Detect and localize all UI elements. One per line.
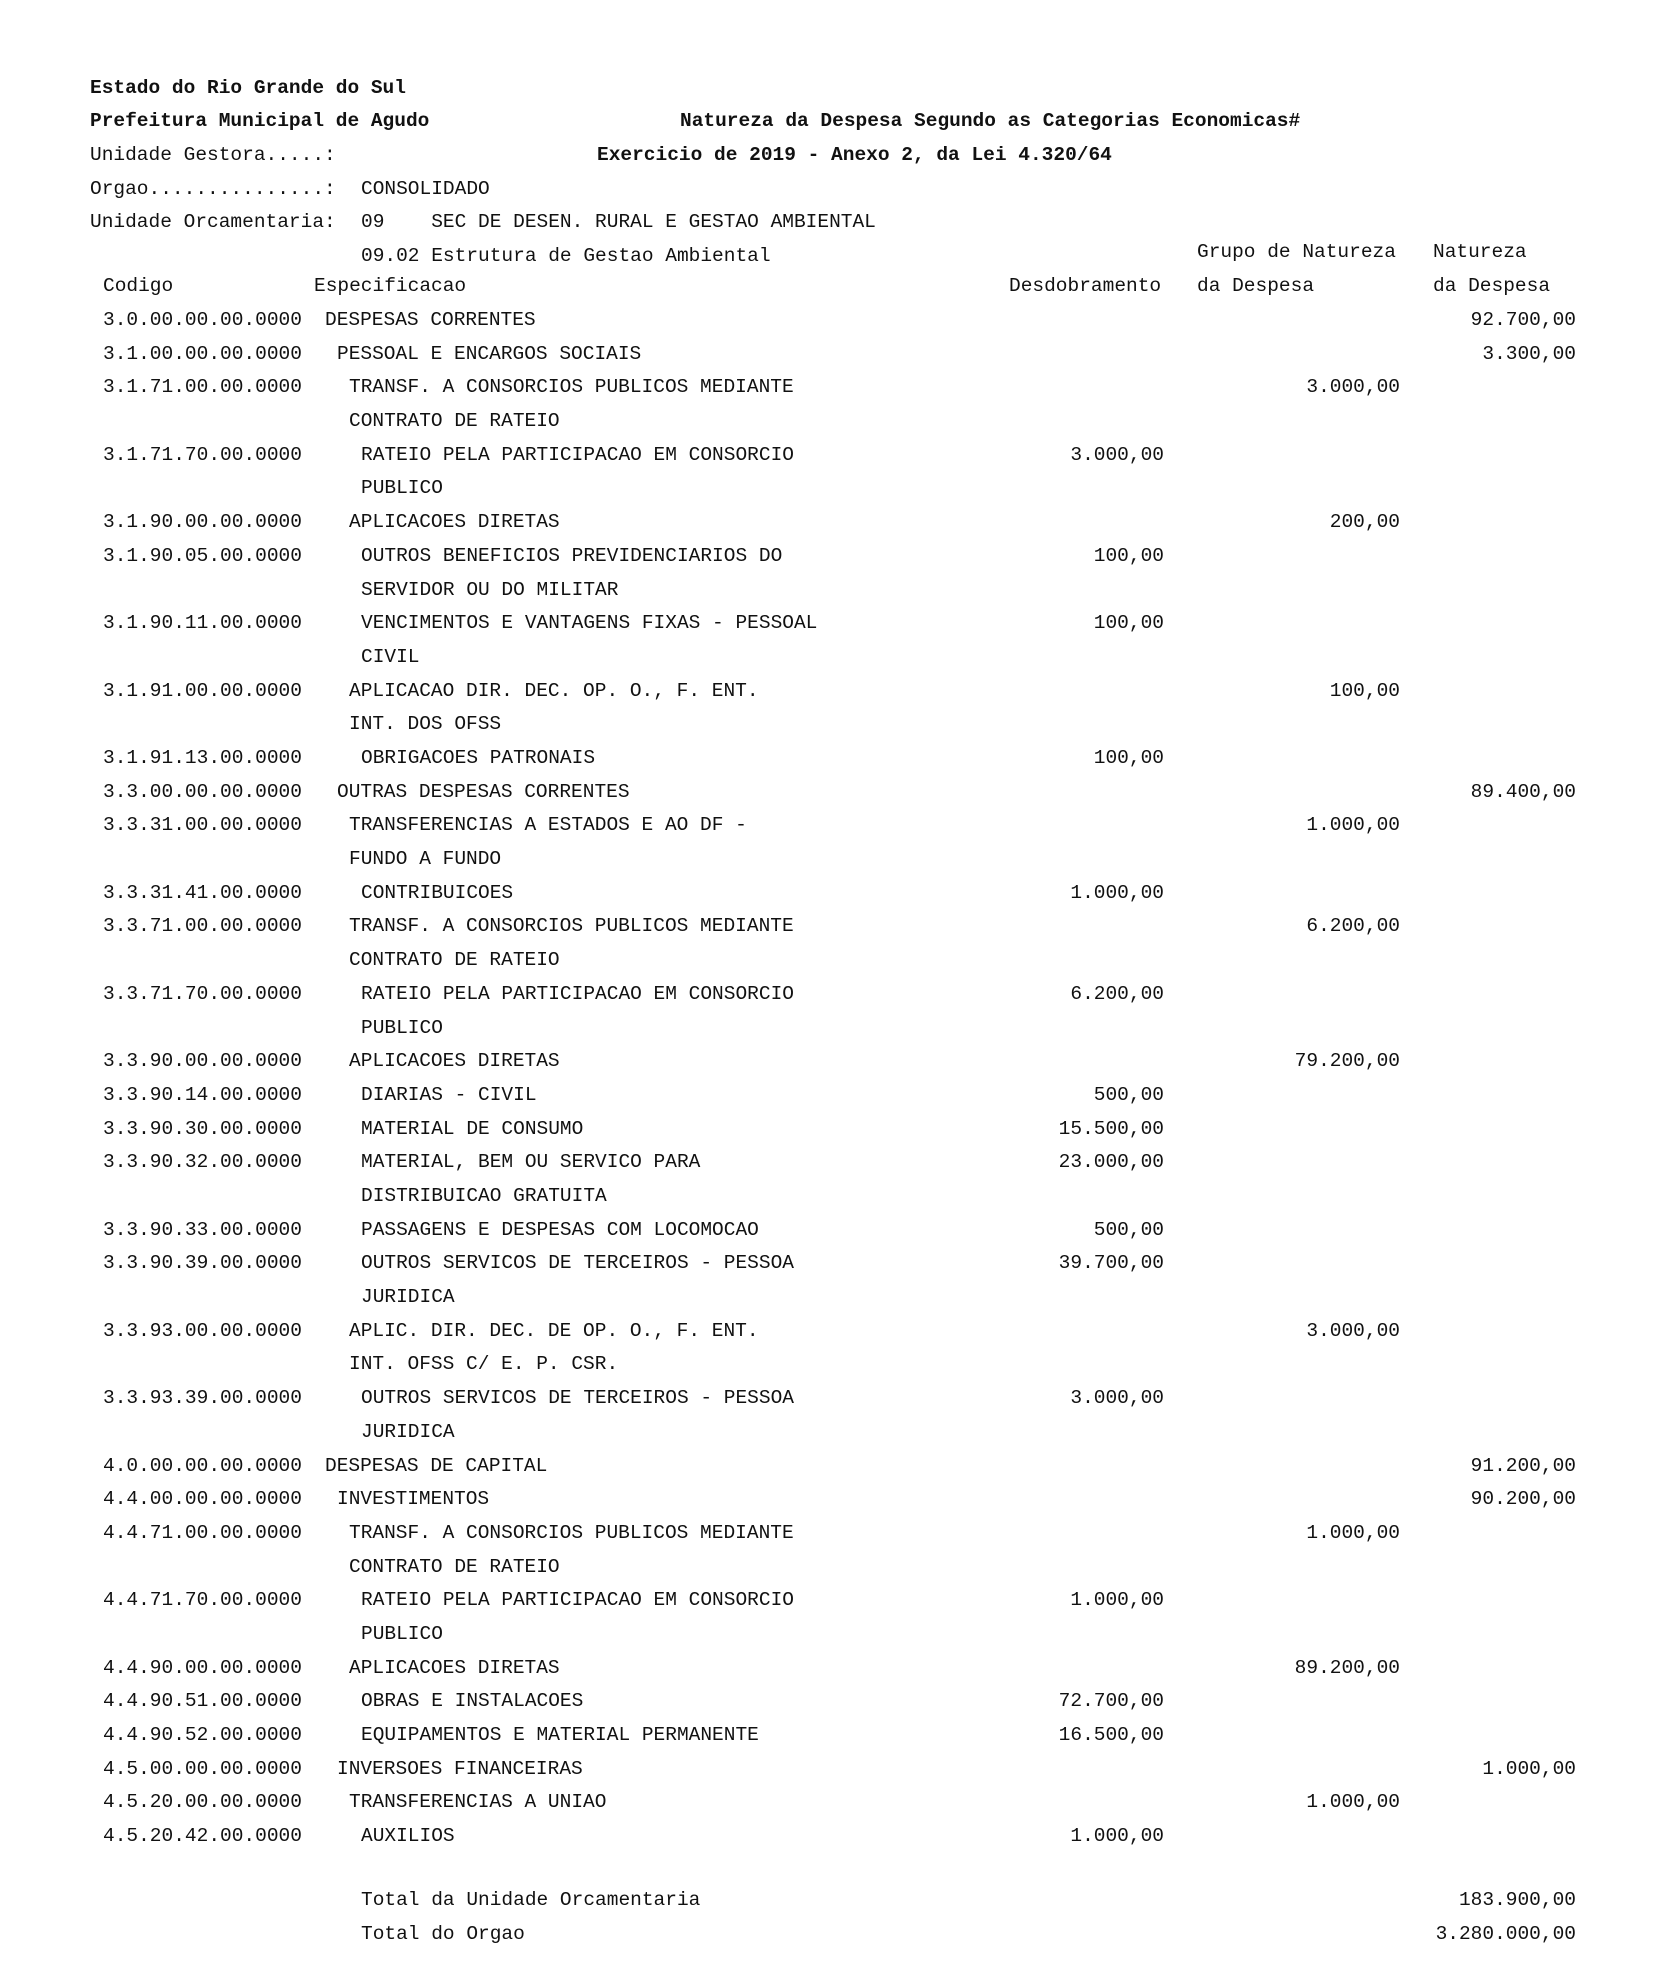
table-row bbox=[0, 910, 1653, 977]
report-title: Natureza da Despesa Segundo as Categorias Economicas# bbox=[680, 110, 1301, 133]
row-desdobramento: 16.500,00 bbox=[1058, 1724, 1164, 1747]
total-value: 3.280.000,00 bbox=[1435, 1922, 1576, 1945]
row-code: 3.1.90.05.00.0000 bbox=[103, 544, 302, 567]
row-code: 3.0.00.00.00.0000 bbox=[103, 309, 302, 331]
row-grupo-natureza: 100,00 bbox=[1329, 679, 1400, 702]
row-natureza: 91.200,00 bbox=[1470, 1454, 1576, 1477]
totals-section bbox=[0, 1884, 1653, 1951]
row-desdobramento: 1.000,00 bbox=[1070, 881, 1164, 904]
row-code: 3.3.90.30.00.0000 bbox=[103, 1117, 302, 1140]
unidade-orcamentaria-label: Unidade Orcamentaria: bbox=[90, 211, 336, 234]
row-grupo-natureza: 3.000,00 bbox=[1306, 376, 1400, 399]
row-description: RATEIO PELA PARTICIPACAO EM CONSORCIO PUBLICO bbox=[361, 443, 794, 500]
row-description: TRANSF. A CONSORCIOS PUBLICOS MEDIANTE CONTRATO DE RATEIO bbox=[349, 1521, 794, 1578]
col-natureza-line2: da Despesa bbox=[1433, 274, 1551, 297]
row-description: OBRIGACOES PATRONAIS bbox=[361, 747, 596, 770]
col-grupo-line2: da Despesa bbox=[1197, 274, 1315, 297]
row-description: VENCIMENTOS E VANTAGENS FIXAS - PESSOAL CIVIL bbox=[361, 612, 818, 668]
row-grupo-natureza: 1.000,00 bbox=[1306, 814, 1400, 837]
row-code: 3.3.90.32.00.0000 bbox=[103, 1151, 302, 1174]
row-grupo-natureza: 200,00 bbox=[1329, 511, 1400, 534]
row-code: 3.3.71.00.00.0000 bbox=[103, 915, 302, 938]
exercise-label: Exercicio de 2019 - Anexo 2, da Lei 4.320/64 bbox=[597, 144, 1112, 167]
row-desdobramento: 500,00 bbox=[1093, 1218, 1164, 1241]
row-code: 4.4.00.00.00.0000 bbox=[103, 1488, 302, 1511]
row-natureza: 89.400,00 bbox=[1470, 780, 1576, 803]
state-name: Estado do Rio Grande do Sul bbox=[90, 76, 406, 99]
row-natureza: 90.200,00 bbox=[1470, 1488, 1576, 1511]
row-code: 3.1.90.11.00.0000 bbox=[103, 612, 302, 635]
row-description: DIARIAS - CIVIL bbox=[361, 1083, 537, 1106]
row-natureza: 3.300,00 bbox=[1482, 342, 1576, 365]
row-desdobramento: 23.000,00 bbox=[1058, 1151, 1164, 1174]
table-row bbox=[0, 1786, 1653, 1820]
row-code: 3.3.90.14.00.0000 bbox=[103, 1083, 302, 1106]
table-row bbox=[0, 1113, 1653, 1147]
row-natureza: 92.700,00 bbox=[1470, 309, 1576, 331]
table-row bbox=[0, 1753, 1653, 1787]
row-code: 4.4.71.00.00.0000 bbox=[103, 1521, 302, 1544]
column-headers bbox=[0, 236, 1653, 304]
row-code: 3.3.90.00.00.0000 bbox=[103, 1050, 302, 1073]
col-desdobramento: Desdobramento bbox=[1009, 274, 1162, 297]
table-row bbox=[0, 1820, 1653, 1854]
total-row bbox=[0, 1884, 1653, 1918]
municipality-name: Prefeitura Municipal de Agudo bbox=[90, 110, 430, 133]
row-code: 4.4.90.00.00.0000 bbox=[103, 1656, 302, 1679]
row-description: APLICACOES DIRETAS bbox=[349, 1050, 560, 1073]
row-desdobramento: 6.200,00 bbox=[1070, 982, 1164, 1005]
row-code: 4.5.00.00.00.0000 bbox=[103, 1757, 302, 1780]
row-code: 3.1.91.00.00.0000 bbox=[103, 679, 302, 702]
table-row bbox=[0, 1685, 1653, 1719]
row-natureza: 1.000,00 bbox=[1482, 1757, 1576, 1780]
row-code: 3.1.71.70.00.0000 bbox=[103, 443, 302, 466]
table-row bbox=[0, 675, 1653, 742]
table-row bbox=[0, 607, 1653, 674]
row-desdobramento: 3.000,00 bbox=[1070, 1387, 1164, 1410]
row-desdobramento: 3.000,00 bbox=[1070, 443, 1164, 466]
row-description: TRANSF. A CONSORCIOS PUBLICOS MEDIANTE CONTRATO DE RATEIO bbox=[349, 376, 794, 433]
row-description: RATEIO PELA PARTICIPACAO EM CONSORCIO PUBLICO bbox=[361, 982, 794, 1039]
table-row bbox=[0, 371, 1653, 438]
table-row bbox=[0, 1584, 1653, 1651]
row-code: 4.4.71.70.00.0000 bbox=[103, 1589, 302, 1612]
row-description: OUTROS SERVICOS DE TERCEIROS - PESSOA JURIDICA bbox=[361, 1252, 794, 1309]
row-code: 3.3.31.00.00.0000 bbox=[103, 814, 302, 837]
row-description: CONTRIBUICOES bbox=[361, 881, 514, 904]
row-desdobramento: 500,00 bbox=[1093, 1083, 1164, 1106]
row-description: AUXILIOS bbox=[361, 1825, 455, 1848]
col-natureza-line1: Natureza bbox=[1433, 241, 1527, 263]
table-row bbox=[0, 1045, 1653, 1079]
row-code: 3.3.93.39.00.0000 bbox=[103, 1387, 302, 1410]
row-grupo-natureza: 79.200,00 bbox=[1294, 1050, 1400, 1073]
row-code: 4.5.20.00.00.0000 bbox=[103, 1791, 302, 1814]
row-grupo-natureza: 1.000,00 bbox=[1306, 1791, 1400, 1814]
col-grupo-line1: Grupo de Natureza bbox=[1197, 241, 1396, 263]
row-code: 3.1.71.00.00.0000 bbox=[103, 376, 302, 399]
row-desdobramento: 100,00 bbox=[1093, 612, 1164, 635]
row-description: EQUIPAMENTOS E MATERIAL PERMANENTE bbox=[361, 1724, 759, 1747]
row-description: OUTROS SERVICOS DE TERCEIROS - PESSOA JURIDICA bbox=[361, 1387, 794, 1443]
row-grupo-natureza: 1.000,00 bbox=[1306, 1521, 1400, 1544]
row-code: 3.1.90.00.00.0000 bbox=[103, 511, 302, 534]
table-row bbox=[0, 776, 1653, 810]
row-code: 3.3.31.41.00.0000 bbox=[103, 881, 302, 904]
expense-table bbox=[0, 304, 1653, 1854]
row-code: 4.5.20.42.00.0000 bbox=[103, 1825, 302, 1848]
table-row bbox=[0, 439, 1653, 506]
row-description: PESSOAL E ENCARGOS SOCIAIS bbox=[337, 342, 642, 365]
table-row bbox=[0, 540, 1653, 607]
row-description: OUTROS BENEFICIOS PREVIDENCIARIOS DO SERVIDOR OU DO MILITAR bbox=[361, 544, 783, 601]
row-description: APLICACOES DIRETAS bbox=[349, 511, 560, 534]
row-code: 4.4.90.51.00.0000 bbox=[103, 1690, 302, 1713]
table-row bbox=[0, 1214, 1653, 1248]
table-row bbox=[0, 1517, 1653, 1584]
table-row bbox=[0, 304, 1653, 338]
table-row bbox=[0, 1079, 1653, 1113]
table-row bbox=[0, 877, 1653, 911]
table-row bbox=[0, 338, 1653, 372]
unidade-gestora-label: Unidade Gestora.....: bbox=[90, 144, 336, 167]
row-code: 3.3.71.70.00.0000 bbox=[103, 982, 302, 1005]
table-row bbox=[0, 1315, 1653, 1382]
total-value: 183.900,00 bbox=[1458, 1889, 1576, 1911]
row-description: TRANSFERENCIAS A ESTADOS E AO DF - FUNDO A FUNDO bbox=[349, 814, 747, 871]
row-grupo-natureza: 3.000,00 bbox=[1306, 1319, 1400, 1342]
orgao-label: Orgao...............: bbox=[90, 177, 336, 200]
row-code: 4.0.00.00.00.0000 bbox=[103, 1454, 302, 1477]
unidade-orcamentaria-value: 09.02 Estrutura de Gestao Ambiental bbox=[361, 245, 771, 268]
table-row bbox=[0, 1483, 1653, 1517]
row-grupo-natureza: 6.200,00 bbox=[1306, 915, 1400, 938]
table-row bbox=[0, 1652, 1653, 1686]
table-row bbox=[0, 1719, 1653, 1753]
row-desdobramento: 39.700,00 bbox=[1058, 1252, 1164, 1275]
table-row bbox=[0, 978, 1653, 1045]
row-description: MATERIAL DE CONSUMO bbox=[361, 1117, 584, 1140]
row-description: APLIC. DIR. DEC. DE OP. O., F. ENT. INT. OFSS C/ E. P. CSR. bbox=[349, 1319, 759, 1376]
col-especificacao: Especificacao bbox=[314, 274, 467, 297]
row-description: INVESTIMENTOS bbox=[337, 1488, 490, 1511]
row-code: 3.3.90.33.00.0000 bbox=[103, 1218, 302, 1241]
total-row bbox=[0, 1918, 1653, 1952]
row-description: RATEIO PELA PARTICIPACAO EM CONSORCIO PUBLICO bbox=[361, 1589, 794, 1646]
row-description: APLICACAO DIR. DEC. OP. O., F. ENT. INT. DOS OFSS bbox=[349, 679, 759, 736]
row-code: 3.3.90.39.00.0000 bbox=[103, 1252, 302, 1275]
row-description: APLICACOES DIRETAS bbox=[349, 1656, 560, 1679]
total-label: Total da Unidade Orcamentaria bbox=[361, 1889, 701, 1911]
table-row bbox=[0, 1382, 1653, 1449]
table-row bbox=[0, 1450, 1653, 1484]
row-description: OUTRAS DESPESAS CORRENTES bbox=[337, 780, 630, 803]
row-description: DESPESAS DE CAPITAL bbox=[325, 1454, 548, 1477]
row-description: TRANSFERENCIAS A UNIAO bbox=[349, 1791, 607, 1814]
row-desdobramento: 1.000,00 bbox=[1070, 1589, 1164, 1612]
table-row bbox=[0, 742, 1653, 776]
table-row bbox=[0, 1146, 1653, 1213]
row-description: TRANSF. A CONSORCIOS PUBLICOS MEDIANTE CONTRATO DE RATEIO bbox=[349, 915, 794, 972]
orgao-value: 09 SEC DE DESEN. RURAL E GESTAO AMBIENTAL bbox=[361, 211, 876, 234]
row-desdobramento: 72.700,00 bbox=[1058, 1690, 1164, 1713]
table-row bbox=[0, 809, 1653, 876]
row-desdobramento: 15.500,00 bbox=[1058, 1117, 1164, 1140]
unidade-gestora-value: CONSOLIDADO bbox=[361, 177, 490, 200]
row-code: 4.4.90.52.00.0000 bbox=[103, 1724, 302, 1747]
col-codigo: Codigo bbox=[103, 274, 174, 297]
total-label: Total do Orgao bbox=[361, 1922, 525, 1945]
row-description: PASSAGENS E DESPESAS COM LOCOMOCAO bbox=[361, 1218, 759, 1241]
row-desdobramento: 1.000,00 bbox=[1070, 1825, 1164, 1848]
row-description: INVERSOES FINANCEIRAS bbox=[337, 1757, 583, 1780]
row-desdobramento: 100,00 bbox=[1093, 747, 1164, 770]
row-desdobramento: 100,00 bbox=[1093, 544, 1164, 567]
row-description: OBRAS E INSTALACOES bbox=[361, 1690, 584, 1713]
row-grupo-natureza: 89.200,00 bbox=[1294, 1656, 1400, 1679]
row-description: DESPESAS CORRENTES bbox=[325, 309, 536, 331]
row-code: 3.3.93.00.00.0000 bbox=[103, 1319, 302, 1342]
row-code: 3.1.00.00.00.0000 bbox=[103, 342, 302, 365]
row-code: 3.3.00.00.00.0000 bbox=[103, 780, 302, 803]
table-row bbox=[0, 506, 1653, 540]
table-row bbox=[0, 1247, 1653, 1314]
row-code: 3.1.91.13.00.0000 bbox=[103, 747, 302, 770]
row-description: MATERIAL, BEM OU SERVICO PARA DISTRIBUICAO GRATUITA bbox=[361, 1151, 701, 1208]
